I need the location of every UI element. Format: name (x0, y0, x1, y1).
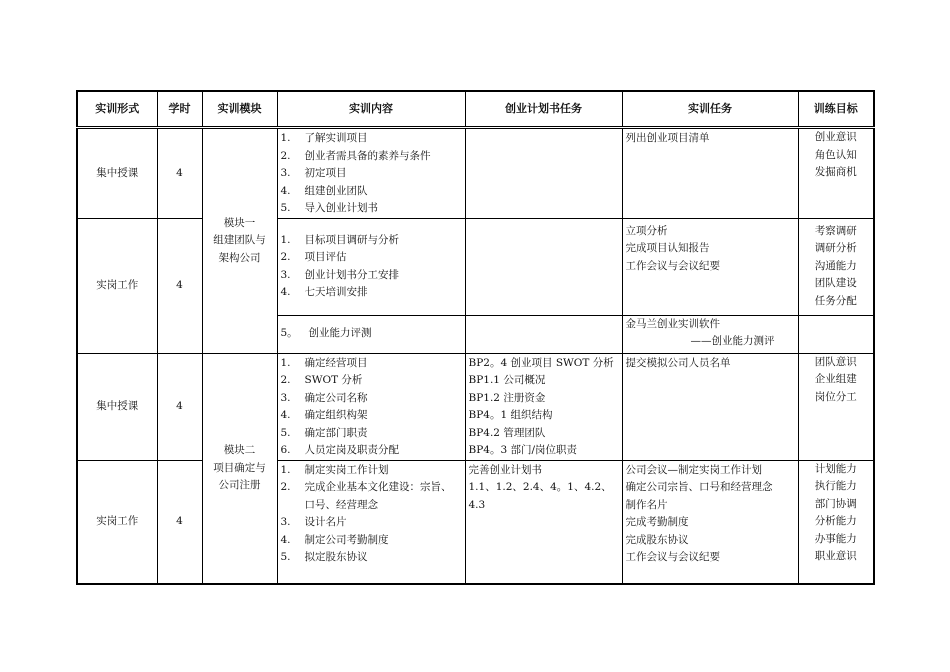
form-cell: 集中授课 (77, 128, 157, 219)
form-cell: 实岗工作 (77, 218, 157, 353)
content-cell: 1. 目标项目调研与分析 2. 项目评估 3. 创业计划书分工安排 4. 七天培训安排 (277, 218, 465, 315)
header-module: 实训模块 (202, 91, 277, 128)
header-hours: 学时 (157, 91, 202, 128)
header-form: 实训形式 (77, 91, 157, 128)
content-cell: 5。 创业能力评测 (277, 315, 465, 353)
hours-cell: 4 (157, 218, 202, 353)
task-cell: 提交模拟公司人员名单 (622, 353, 798, 460)
header-training-task: 实训任务 (622, 91, 798, 128)
header-target: 训练目标 (798, 91, 874, 128)
task-cell: 公司会议—制定实岗工作计划 确定公司宗旨、口号和经营理念 制作名片 完成考勤制度 完成股东协议 工作会议与会议纪要 (622, 460, 798, 584)
plan-cell: BP2。4 创业项目 SWOT 分析 BP1.1 公司概况 BP1.2 注册资金 BP4。1 组织结构 BP4.2 管理团队 BP4。3 部门/岗位职责 (465, 353, 622, 460)
hours-cell: 4 (157, 353, 202, 460)
module-title-line: 组建团队与 (213, 234, 266, 246)
content-cell: 1. 了解实训项目 2. 创业者需具备的素养与条件 3. 初定项目 4. 组建创业团队 5. 导入创业计划书 (277, 128, 465, 219)
form-cell: 实岗工作 (77, 460, 157, 584)
module-name: 模块二 (223, 444, 256, 456)
table-row (77, 128, 874, 219)
module-title-line: 架构公司 (218, 251, 261, 264)
target-cell: 考察调研 调研分析 沟通能力 团队建设 任务分配 (798, 218, 874, 315)
header-row (77, 91, 874, 128)
task-cell: 列出创业项目清单 (622, 128, 798, 219)
module-name: 模块一 (223, 216, 256, 229)
plan-cell (465, 128, 622, 219)
target-cell (798, 315, 874, 353)
hours-cell: 4 (157, 460, 202, 584)
content-cell: 1. 制定实岗工作计划 2. 完成企业基本文化建设：宗旨、口号、经营理念 3. 设计名片 4. 制定公司考勤制度 5. 拟定股东协议 (277, 460, 465, 584)
plan-cell (465, 315, 622, 353)
content-cell: 1. 确定经营项目 2. SWOT 分析 3. 确定公司名称 4. 确定组织构架 5. 确定部门职责 6. 人员定岗及职责分配 (277, 353, 465, 460)
form-cell: 集中授课 (77, 353, 157, 460)
header-plan-task: 创业计划书任务 (465, 91, 622, 128)
hours-cell: 4 (157, 128, 202, 219)
task-cell: 立项分析 完成项目认知报告 工作会议与会议纪要 (622, 218, 798, 315)
module-cell (202, 353, 277, 584)
header-content: 实训内容 (277, 91, 465, 128)
module-title-line: 公司注册 (218, 479, 261, 491)
task-cell: 金马兰创业实训软件 ——创业能力测评 (622, 315, 798, 353)
target-cell: 团队意识 企业组建 岗位分工 (798, 353, 874, 460)
module-cell (202, 128, 277, 354)
target-cell: 计划能力 执行能力 部门协调 分析能力 办事能力 职业意识 (798, 460, 874, 584)
training-plan-table (76, 90, 875, 585)
module-title-line: 项目确定与 (213, 461, 266, 474)
target-cell: 创业意识 角色认知 发掘商机 (798, 128, 874, 219)
plan-cell (465, 218, 622, 315)
plan-cell: 完善创业计划书 1.1、1.2、2.4、4。1、4.2、4.3 (465, 460, 622, 584)
table-row (77, 353, 874, 460)
table-row (77, 218, 874, 315)
table-row (77, 460, 874, 584)
